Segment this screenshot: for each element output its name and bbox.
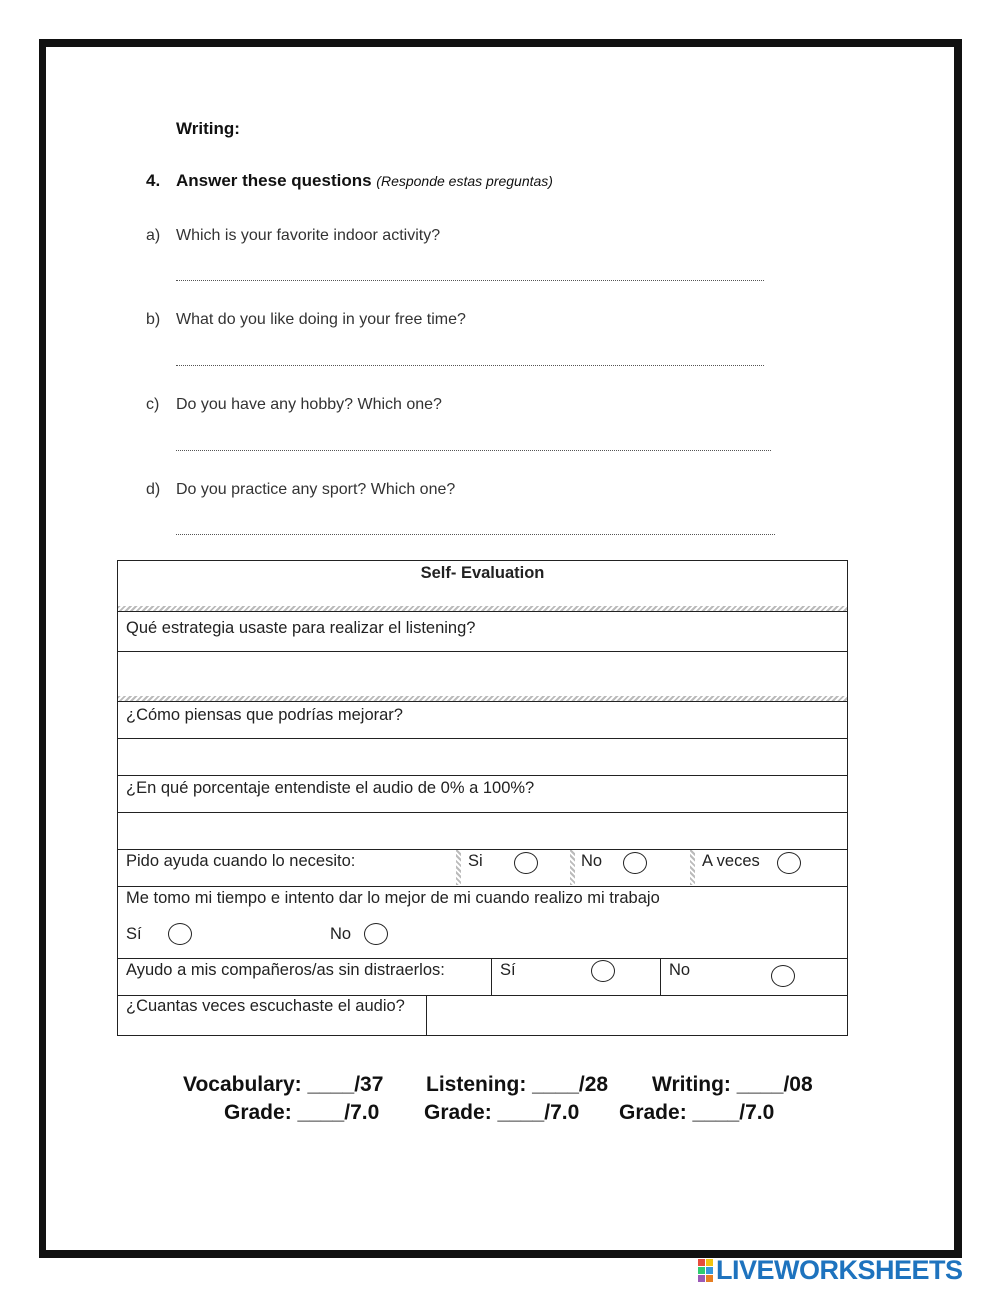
instruction	[176, 171, 553, 191]
effort-option-si-radio[interactable]	[168, 923, 192, 945]
vocabulary-score: Vocabulary: ____/37	[183, 1073, 384, 1096]
divider	[456, 850, 461, 885]
improve-question: ¿Cómo piensas que podrías mejorar?	[126, 706, 403, 724]
help-option-si-radio[interactable]	[514, 852, 538, 874]
divider	[117, 849, 848, 850]
logo-text: LIVEWORKSHEETS	[716, 1254, 963, 1285]
divider	[660, 958, 661, 995]
help-option-aveces-label: A veces	[702, 852, 760, 870]
divider	[117, 701, 848, 702]
effort-question: Me tomo mi tiempo e intento dar lo mejor de mi cuando realizo mi trabajo	[126, 889, 660, 907]
percentage-question: ¿En qué porcentaje entendiste el audio de 0% a 100%?	[126, 779, 535, 797]
question-text: Which is your favorite indoor activity?	[176, 227, 441, 244]
peer-help-option-si-radio[interactable]	[591, 960, 615, 982]
writing-grade: Grade: ____/7.0	[619, 1101, 775, 1124]
question-letter: b)	[146, 311, 161, 328]
question-text: Do you have any hobby? Which one?	[176, 396, 442, 413]
effort-option-no-label: No	[330, 925, 352, 943]
listening-score: Listening: ____/28	[426, 1073, 609, 1096]
help-option-si-label: Si	[468, 852, 483, 870]
peer-help-option-no-radio[interactable]	[771, 965, 795, 987]
vocabulary-grade: Grade: ____/7.0	[224, 1101, 380, 1124]
peer-help-option-no-label: No	[669, 961, 691, 979]
listen-count-answer-cell[interactable]	[427, 996, 847, 1034]
question-text: What do you like doing in your free time?	[176, 311, 466, 328]
question-number: 4.	[146, 171, 161, 190]
strategy-answer-cell[interactable]	[118, 652, 847, 696]
instruction-text: Answer these questions	[176, 171, 372, 190]
peer-help-option-si-label: Sí	[500, 961, 516, 979]
divider	[690, 850, 695, 885]
section-title: Writing:	[176, 119, 240, 138]
peer-help-question: Ayudo a mis compañeros/as sin distraerlos:	[126, 961, 445, 979]
listening-grade: Grade: ____/7.0	[424, 1101, 580, 1124]
question-letter: c)	[146, 396, 160, 413]
help-option-no-radio[interactable]	[623, 852, 647, 874]
liveworksheets-logo	[698, 1256, 963, 1284]
instruction-note: (Responde estas preguntas)	[376, 173, 553, 189]
logo-blocks-icon	[698, 1259, 713, 1282]
divider	[570, 850, 575, 885]
table-title: Self- Evaluation	[420, 564, 545, 582]
divider	[117, 775, 848, 776]
answer-line[interactable]	[176, 534, 775, 535]
percentage-answer-cell[interactable]	[118, 813, 847, 849]
question-letter: d)	[146, 481, 161, 498]
help-option-no-label: No	[581, 852, 603, 870]
answer-line[interactable]	[176, 365, 764, 366]
divider	[117, 611, 848, 612]
divider	[117, 886, 848, 887]
divider	[117, 958, 848, 959]
listen-count-question: ¿Cuantas veces escuchaste el audio?	[126, 997, 405, 1015]
writing-score: Writing: ____/08	[652, 1073, 813, 1096]
strategy-question: Qué estrategia usaste para realizar el listening?	[126, 619, 476, 637]
answer-line[interactable]	[176, 450, 771, 451]
improve-answer-cell[interactable]	[118, 739, 847, 775]
effort-option-si-label: Sí	[126, 925, 142, 943]
help-question: Pido ayuda cuando lo necesito:	[126, 852, 356, 870]
question-letter: a)	[146, 227, 161, 244]
help-option-aveces-radio[interactable]	[777, 852, 801, 874]
answer-line[interactable]	[176, 280, 764, 281]
divider	[491, 958, 492, 995]
question-text: Do you practice any sport? Which one?	[176, 481, 456, 498]
effort-option-no-radio[interactable]	[364, 923, 388, 945]
